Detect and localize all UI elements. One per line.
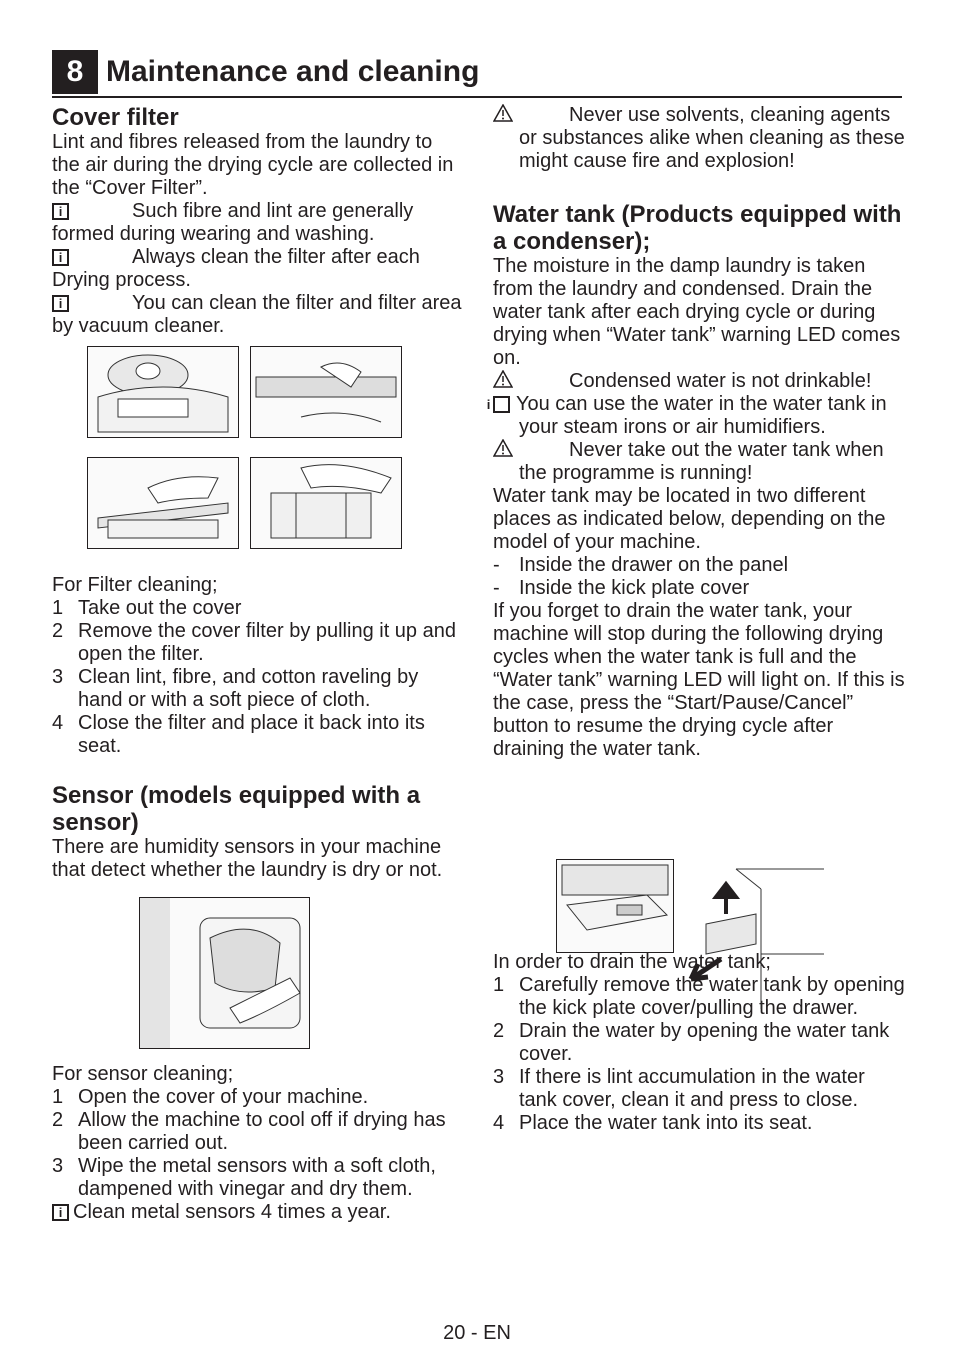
sensor-info-note: i Clean metal sensors 4 times a year. [52,1201,464,1224]
info-icon: i [52,203,69,220]
warning-icon [493,104,513,122]
info-icon: i [52,249,69,266]
warning-icon [493,370,513,388]
filter-steps-title: For Filter cleaning; [52,574,218,596]
section-header [52,50,902,98]
list-item: 1 Take out the cover [52,597,242,619]
list-item: 2 Drain the water by opening the water tank cover. [493,1020,890,1065]
list-item: 2 Allow the machine to cool off if drying has been carried out. [52,1109,446,1154]
info-note: i You can clean the filter and filter area by vacuum cleaner. [52,292,462,337]
warning-icon [493,439,513,457]
sensor-intro: There are humidity sensors in your machine that detect whether the laundry is dry or not. [52,836,443,881]
drain-steps-title: In order to drain the water tank; [493,951,771,973]
sensor-heading: Sensor (models equipped with a sensor) [52,782,421,836]
sensor-steps-title: For sensor cleaning; [52,1063,234,1085]
filter-figure-2 [250,346,402,438]
cover-filter-intro: Lint and fibres released from the laundry to the air during the drying cycle are collected in the “Cover Filter”. [52,131,454,199]
list-item: 3 Clean lint, fibre, and cotton raveling by hand or with a soft piece of cloth. [52,666,419,711]
water-tank-heading: Water tank (Products equipped with a condenser); [493,201,902,255]
info-note: i Such fibre and lint are generally formed during wearing and washing. [52,200,414,245]
info-icon: i [52,295,69,312]
left-column [52,104,464,1224]
forget-text: If you forget to drain the water tank, your machine will stop during the following drying cycles when the water tank is full and the “Water tank” warning LED will light on. If this is the case, press the “Start/Pause/Cancel” button to resume the drying cycle after draining the water tank. [493,600,905,760]
filter-steps-list [52,597,464,758]
list-item: 3 Wipe the metal sensors with a soft cloth, dampened with vinegar and dry them. [52,1155,436,1200]
sensor-steps-list [52,1086,464,1201]
sensor-figure [139,897,310,1049]
filter-figure-3 [87,457,239,549]
list-item: 4 Place the water tank into its seat. [493,1112,813,1134]
page-title: Maintenance and cleaning [106,55,480,88]
filter-figure-4 [250,457,402,549]
water-tank-drawer-figure [556,859,674,953]
list-item: 3 If there is lint accumulation in the water tank cover, clean it and press to close. [493,1066,865,1111]
list-item: 4 Close the filter and place it back into its seat. [52,712,425,757]
list-item: 1 Open the cover of your machine. [52,1086,369,1108]
warning-note: Condensed water is not drinkable! [493,370,905,393]
water-tank-kickplate-figure [686,859,824,1009]
list-item: - Inside the drawer on the panel [493,554,789,576]
list-item: 2 Remove the cover filter by pulling it up and open the filter. [52,620,456,665]
location-list [493,554,905,600]
info-icon: i [493,396,510,413]
info-icon: i [52,1204,69,1221]
info-note: i Always clean the filter after each Drying process. [52,246,420,291]
section-number: 8 [52,50,98,94]
water-tank-intro: The moisture in the damp laundry is taken from the laundry and condensed. Drain the water tank after each drying cycle or during drying when “Water tank” warning LED comes on. [493,255,901,369]
list-item: 1 Carefully remove the water tank by opening the kick plate cover/pulling the drawer. [493,974,905,1019]
cover-filter-heading: Cover filter [52,104,179,131]
info-note: i You can use the water in the water tank in your steam irons or air humidifiers. [486,393,887,438]
warning-note: Never use solvents, cleaning agents or substances alike when cleaning as these might cause fire and explosion! [493,104,905,173]
warning-note: Never take out the water tank when the programme is running! [493,439,905,485]
location-text: Water tank may be located in two different places as indicated below, depending on the model of your machine. [493,485,886,553]
page-number: 20 - EN [443,1322,511,1344]
filter-figure-1 [87,346,239,438]
list-item: - Inside the kick plate cover [493,577,750,599]
